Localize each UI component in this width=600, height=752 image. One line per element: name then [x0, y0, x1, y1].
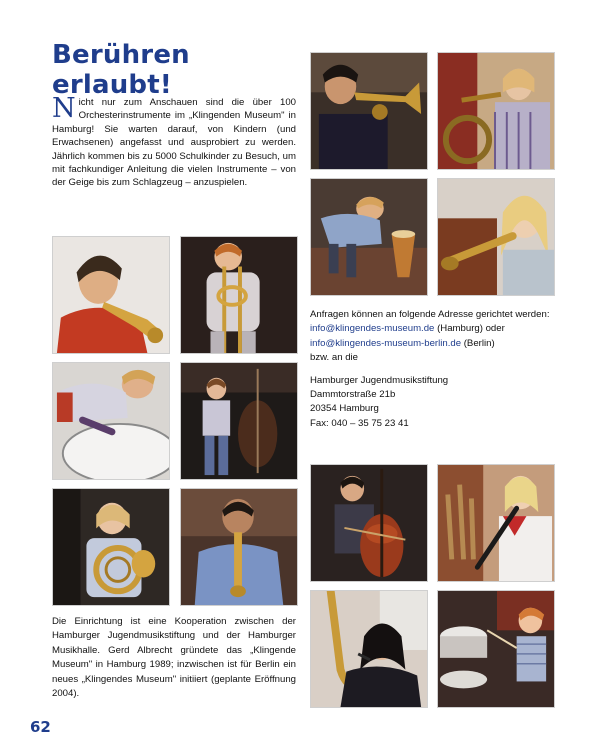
email-link-berlin[interactable]: info@klingendes-museum-berlin.de — [310, 337, 462, 349]
photo-boy-drums — [437, 590, 555, 708]
photo-boy-cello — [310, 464, 428, 582]
contact-fax: Fax: 040 – 35 75 23 41 — [310, 417, 409, 429]
footer-paragraph: Die Einrichtung ist eine Kooperation zwischen der Hamburger Jugendmusikstiftung und der Hamburger Musikhalle. Gerd Albrecht gründete das „Klingende Museum" in Hamburg 1989; inzwischen ist für Berlin ein neues „Klingendes Museum" initiiert (geplante Eröffnung 2004). — [52, 616, 296, 700]
contact-email-berlin-line — [310, 337, 556, 351]
contact-street: Dammtorstraße 21b — [310, 389, 396, 401]
page-title: Berühren erlaubt! — [52, 40, 190, 100]
photo-boy-red-trumpet — [52, 236, 170, 354]
email-link-hamburg[interactable]: info@klingendes-museum.de — [310, 323, 435, 335]
intro-paragraph — [52, 93, 296, 190]
photo-boy-trumpet — [310, 52, 428, 170]
email-berlin-suffix: (Berlin) — [461, 337, 495, 349]
photo-girl-clarinet — [437, 464, 555, 582]
drop-cap: N — [52, 93, 76, 124]
photo-child-trombone — [180, 236, 298, 354]
photo-girl-horn — [437, 52, 555, 170]
photo-boy-trumpet-blue — [180, 488, 298, 606]
photo-girl-alphorn — [437, 178, 555, 296]
photo-boy-bass-drum — [52, 362, 170, 480]
contact-and-text: bzw. an die — [310, 352, 359, 364]
photo-girl-cello — [180, 362, 298, 480]
photo-girl-french-horn — [52, 488, 170, 606]
intro-text: icht nur zum Anschauen sind die über 100 Orchesterinstrumente im „Klingenden Museum" in Hamburg! Sie warten darauf, von Kindern (und Erwachsenen) angefasst und ausprobiert zu werden. Jährlich kommen bis zu 5000 Schulkinder zu Besuch, um mit fachkundiger Anleitung die vielen Instrumente – von der Geige bis zum Schlagzeug – anzuspielen. — [52, 97, 296, 189]
contact-intro: Anfragen können an folgende Adresse gerichtet werden: — [310, 309, 550, 320]
contact-org-name: Hamburger Jugendmusikstiftung — [310, 374, 449, 386]
contact-block — [310, 308, 556, 431]
page-number: 62 — [30, 718, 51, 736]
contact-email-hamburg-line — [310, 322, 556, 336]
photo-girl-saxophone — [310, 590, 428, 708]
email-hamburg-suffix: (Hamburg) oder — [434, 323, 505, 335]
contact-city: 20354 Hamburg — [310, 403, 379, 415]
photo-boy-drum — [310, 178, 428, 296]
